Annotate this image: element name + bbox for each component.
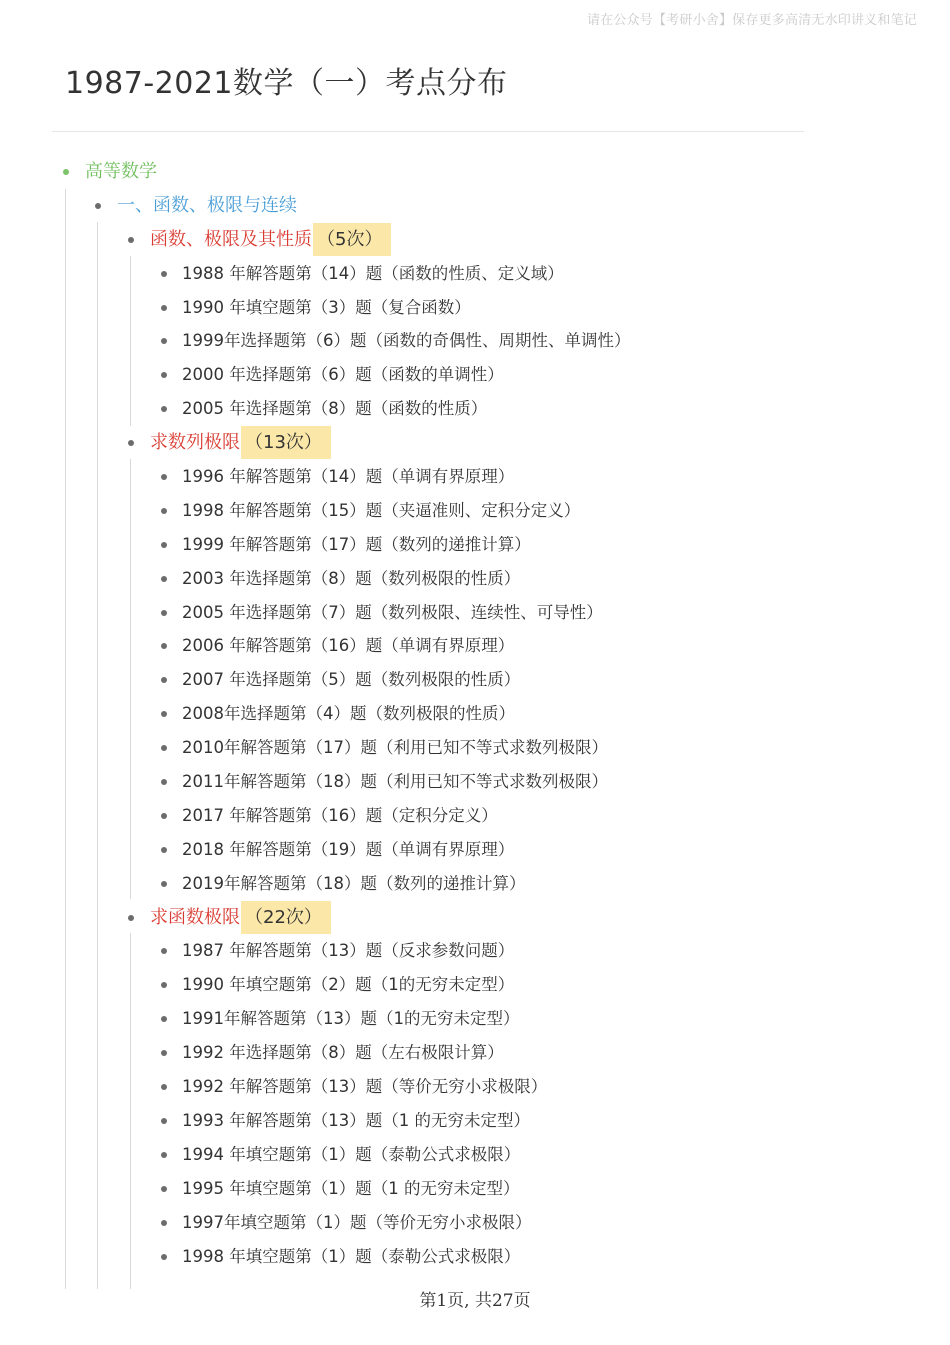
bullet-icon (161, 576, 167, 582)
bullet-icon (161, 271, 167, 277)
list-item-text: 1988 年解答题第（14）题（函数的性质、定义域） (182, 263, 564, 283)
list-item (0, 833, 950, 867)
list-item-text: 1999年选择题第（6）题（函数的奇偶性、周期性、单调性） (182, 331, 631, 351)
list-item-text: 2006 年解答题第（16）题（单调有界原理） (182, 636, 515, 656)
outline-chapter (0, 189, 950, 223)
bullet-icon (161, 881, 167, 887)
chapter-label: 一、函数、极限与连续 (117, 194, 297, 216)
list-item-text: 2019年解答题第（18）题（数列的递推计算） (182, 873, 526, 893)
list-item (0, 291, 950, 325)
section-heading (150, 426, 331, 460)
list-item-text: 2018 年解答题第（19）题（单调有界原理） (182, 839, 515, 859)
bullet-icon (161, 1186, 167, 1192)
watermark-text: 请在公众号【考研小舍】保存更多高清无水印讲义和笔记 (586, 13, 917, 28)
list-item-text: 2005 年选择题第（8）题（函数的性质） (182, 399, 488, 419)
title-divider (52, 131, 804, 132)
list-item-text: 2011年解答题第（18）题（利用已知不等式求数列极限） (182, 772, 608, 792)
list-item-text: 2005 年选择题第（7）题（数列极限、连续性、可导性） (182, 602, 603, 622)
bullet-icon (161, 406, 167, 412)
list-item (0, 1172, 950, 1206)
bullet-icon (161, 1050, 167, 1056)
list-item (0, 1070, 950, 1104)
bullet-icon (161, 1152, 167, 1158)
list-item (0, 596, 950, 630)
list-item (0, 358, 950, 392)
list-item (0, 460, 950, 494)
list-item-text: 2000 年选择题第（6）题（函数的单调性） (182, 365, 504, 385)
bullet-icon (161, 338, 167, 344)
section-count-badge: （5次） (313, 223, 391, 256)
bullet-icon (161, 1084, 167, 1090)
outline-section (0, 426, 950, 460)
bullet-icon (161, 779, 167, 785)
list-item (0, 867, 950, 901)
list-item-text: 1998 年解答题第（15）题（夹逼准则、定积分定义） (182, 500, 581, 520)
list-item-text: 2017 年解答题第（16）题（定积分定义） (182, 805, 498, 825)
list-item (0, 968, 950, 1002)
section-name: 求数列极限 (150, 432, 240, 454)
subject-label: 高等数学 (85, 161, 157, 182)
bullet-icon (161, 1016, 167, 1022)
bullet-icon (161, 948, 167, 954)
bullet-icon (161, 542, 167, 548)
list-item (0, 697, 950, 731)
list-item (0, 1104, 950, 1138)
list-item-text: 1990 年填空题第（2）题（1的无穷未定型） (182, 975, 515, 995)
bullet-icon (161, 1118, 167, 1124)
bullet-icon (161, 372, 167, 378)
list-item (0, 494, 950, 528)
list-item-text: 1987 年解答题第（13）题（反求参数问题） (182, 941, 515, 961)
bullet-icon (161, 847, 167, 853)
list-item (0, 765, 950, 799)
list-item-text: 1996 年解答题第（14）题（单调有界原理） (182, 467, 515, 487)
bullet-icon (161, 610, 167, 616)
bullet-icon (95, 203, 101, 209)
list-item-text: 1998 年填空题第（1）题（泰勒公式求极限） (182, 1246, 521, 1266)
list-item-text: 2008年选择题第（4）题（数列极限的性质） (182, 704, 515, 724)
bullet-icon (161, 1220, 167, 1226)
page-title: 1987-2021数学（一）考点分布 (65, 66, 508, 101)
list-item-text: 1993 年解答题第（13）题（1 的无穷未定型） (182, 1110, 530, 1130)
list-item (0, 799, 950, 833)
list-item (0, 562, 950, 596)
bullet-icon (161, 305, 167, 311)
list-item-text: 2007 年选择题第（5）题（数列极限的性质） (182, 670, 521, 690)
list-item (0, 731, 950, 765)
list-item (0, 1240, 950, 1274)
bullet-icon (161, 711, 167, 717)
section-heading (150, 901, 331, 935)
section-name: 函数、极限及其性质 (150, 228, 312, 250)
list-item (0, 324, 950, 358)
list-item (0, 1138, 950, 1172)
list-item-text: 1999 年解答题第（17）题（数列的递推计算） (182, 534, 531, 554)
list-item-text: 1995 年填空题第（1）题（1 的无穷未定型） (182, 1178, 520, 1198)
bullet-icon (161, 474, 167, 480)
bullet-icon (63, 169, 69, 175)
section-count-badge: （13次） (241, 426, 331, 459)
bullet-icon (161, 1254, 167, 1260)
bullet-icon (128, 915, 134, 921)
list-item (0, 528, 950, 562)
list-item (0, 1036, 950, 1070)
bullet-icon (161, 643, 167, 649)
list-item-text: 1990 年填空题第（3）题（复合函数） (182, 297, 471, 317)
outline-tree (0, 155, 950, 1273)
bullet-icon (161, 813, 167, 819)
list-item (0, 934, 950, 968)
section-name: 求函数极限 (150, 906, 240, 928)
list-item-text: 2010年解答题第（17）题（利用已知不等式求数列极限） (182, 738, 608, 758)
bullet-icon (161, 982, 167, 988)
bullet-icon (161, 508, 167, 514)
list-item-text: 2003 年选择题第（8）题（数列极限的性质） (182, 568, 521, 588)
section-heading (150, 223, 391, 257)
bullet-icon (161, 745, 167, 751)
bullet-icon (128, 237, 134, 243)
list-item (0, 257, 950, 291)
list-item-text: 1994 年填空题第（1）题（泰勒公式求极限） (182, 1144, 521, 1164)
bullet-icon (161, 677, 167, 683)
list-item (0, 1206, 950, 1240)
list-item-text: 1992 年解答题第（13）题（等价无穷小求极限） (182, 1077, 548, 1097)
outline-subject (0, 155, 950, 189)
page-number-footer: 第1页, 共27页 (419, 1291, 531, 1311)
list-item-text: 1992 年选择题第（8）题（左右极限计算） (182, 1043, 504, 1063)
outline-section (0, 223, 950, 257)
list-item (0, 392, 950, 426)
list-item (0, 629, 950, 663)
section-count-badge: （22次） (241, 901, 331, 934)
sections-list (0, 223, 950, 1274)
bullet-icon (128, 440, 134, 446)
list-item-text: 1997年填空题第（1）题（等价无穷小求极限） (182, 1212, 532, 1232)
list-item (0, 663, 950, 697)
list-item-text: 1991年解答题第（13）题（1的无穷未定型） (182, 1009, 520, 1029)
list-item (0, 1002, 950, 1036)
outline-section (0, 901, 950, 935)
